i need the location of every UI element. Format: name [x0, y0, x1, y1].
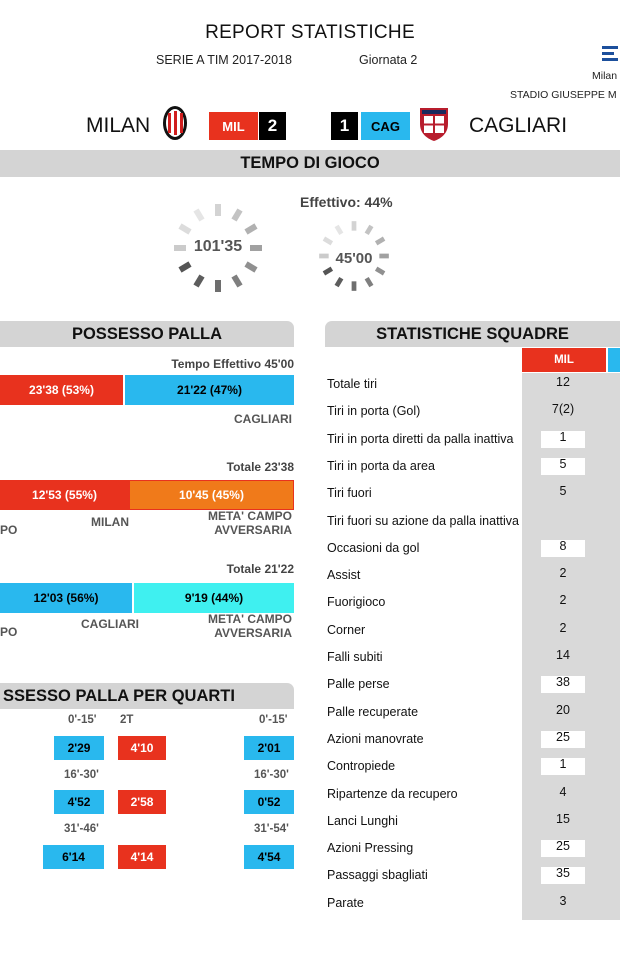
milan-own-half-segment: 12'53 (55%) [0, 480, 129, 510]
stat-row-mil-value: 8 [559, 539, 567, 553]
quarter-label-left: 31'-46' [64, 823, 99, 835]
stat-row-label: Passaggi sbagliati [327, 868, 428, 882]
quarter-blue-left: 4'52 [54, 790, 104, 814]
milan-opp-half-segment: 10'45 (45%) [129, 480, 294, 510]
away-code-badge: CAG [361, 112, 410, 140]
stat-row-label: Contropiede [327, 759, 396, 773]
opp-half-label-line2: AVVERSARIA [214, 626, 292, 640]
stat-row-label: Tiri fuori su azione da palla inattiva [327, 514, 519, 528]
home-score: 2 [259, 112, 286, 140]
stat-row-mil-value: 20 [556, 703, 570, 717]
quarter-label-right: 31'-54' [254, 823, 289, 835]
stat-row-mil-value: 1 [559, 430, 567, 444]
stat-row-mil-value: 2 [559, 566, 567, 580]
stats-label-column [325, 373, 521, 920]
stat-row-label: Parate [327, 896, 364, 910]
milan-own-half-label: PO [0, 523, 18, 537]
quarter-label-right: 16'-30' [254, 769, 289, 781]
city: Milan [592, 70, 618, 82]
quarter-blue-right: 2'01 [244, 736, 294, 760]
stat-row-label: Falli subiti [327, 650, 383, 664]
milan-half-split-bar [0, 480, 294, 510]
stat-row-mil-value: 35 [556, 866, 570, 880]
cagliari-opp-half-label [208, 612, 292, 640]
effective-time-value: 45'00 [335, 250, 373, 267]
stat-row-label: Tiri in porta da area [327, 459, 435, 473]
stat-row-label: Azioni manovrate [327, 732, 424, 746]
quarter-blue-left: 2'29 [54, 736, 104, 760]
total-time-value: 101'35 [193, 238, 243, 255]
stat-row-label: Azioni Pressing [327, 841, 414, 855]
stadium: STADIO GIUSEPPE M [510, 89, 617, 101]
quarter-label-right: 0'-15' [259, 714, 288, 726]
possession-effective-bar [0, 375, 294, 405]
stat-row-label: Palle perse [327, 677, 390, 691]
quarters-heading: SSESSO PALLA PER QUARTI [0, 683, 294, 709]
report-title: REPORT STATISTICHE [205, 22, 415, 43]
sponsor-logo-icon [600, 45, 620, 63]
cagliari-crest-icon [418, 104, 450, 142]
quarter-red-box: 4'14 [118, 845, 166, 869]
stat-row-label: Tiri in porta (Gol) [327, 404, 421, 418]
cag-column-header [608, 348, 620, 372]
stat-row-mil-value: 3 [559, 894, 567, 908]
opp-half-label-line1: META' CAMPO [208, 612, 292, 626]
milan-total-caption: Totale 23'38 [226, 460, 294, 474]
stat-row-label: Occasioni da gol [327, 541, 420, 555]
cagliari-own-half-segment: 12'03 (56%) [0, 583, 132, 613]
stat-row-mil-value: 15 [556, 812, 570, 826]
stat-row-label: Palle recuperate [327, 705, 419, 719]
home-code-badge: MIL [209, 112, 258, 140]
stat-row-mil-value: 25 [556, 730, 570, 744]
cagliari-team-label: CAGLIARI [81, 617, 139, 631]
playing-time-heading: TEMPO DI GIOCO [0, 150, 620, 177]
possession-cagliari-label: CAGLIARI [234, 412, 292, 426]
milan-opp-half-label [208, 509, 292, 537]
stat-row-mil-value: 7(2) [551, 402, 575, 416]
stat-row-label: Totale tiri [327, 377, 378, 391]
stat-row-mil-value: 2 [559, 593, 567, 607]
stat-row-label: Ripartenze da recupero [327, 787, 458, 801]
cagliari-opp-half-segment: 9'19 (44%) [132, 583, 294, 613]
quarter-blue-right: 0'52 [244, 790, 294, 814]
quarter-red-box: 2'58 [118, 790, 166, 814]
opp-half-label-line2: AVVERSARIA [214, 523, 292, 537]
stats-column-background [522, 373, 620, 920]
stat-row-label: Tiri fuori [327, 486, 372, 500]
stat-row-label: Lanci Lunghi [327, 814, 398, 828]
milan-crest-icon [162, 104, 188, 142]
cagliari-total-caption: Totale 21'22 [226, 562, 294, 576]
mil-column-header: MIL [522, 348, 606, 372]
quarter-red-box: 4'10 [118, 736, 166, 760]
milan-possession-segment: 23'38 (53%) [0, 375, 123, 405]
milan-team-label: MILAN [91, 515, 129, 529]
stat-row-label: Fuorigioco [327, 595, 386, 609]
second-half-label: 2T [120, 714, 134, 726]
cagliari-half-split-bar [0, 583, 294, 613]
home-team-name: MILAN [86, 114, 151, 137]
stat-row-mil-value: 1 [559, 757, 567, 771]
matchday: Giornata 2 [359, 53, 418, 67]
quarter-blue-left: 6'14 [43, 845, 104, 869]
stat-row-label: Tiri in porta diretti da palla inattiva [327, 432, 514, 446]
quarter-label-left: 0'-15' [68, 714, 97, 726]
possession-heading: POSSESSO PALLA [0, 321, 294, 347]
competition: SERIE A TIM 2017-2018 [156, 53, 292, 67]
stat-row-label: Assist [327, 568, 361, 582]
opp-half-label-line1: META' CAMPO [208, 509, 292, 523]
away-score: 1 [331, 112, 358, 140]
cagliari-possession-segment: 21'22 (47%) [123, 375, 294, 405]
effective-percentage: Effettivo: 44% [300, 194, 393, 210]
stat-row-mil-value: 5 [559, 484, 567, 498]
stat-row-mil-value: 12 [556, 375, 570, 389]
quarter-blue-right: 4'54 [244, 845, 294, 869]
away-team-name: CAGLIARI [469, 114, 568, 137]
stat-row-label: Corner [327, 623, 366, 637]
quarter-label-left: 16'-30' [64, 769, 99, 781]
possession-effective-caption: Tempo Effettivo 45'00 [171, 357, 294, 371]
cagliari-own-half-label: PO [0, 625, 18, 639]
stat-row-mil-value: 2 [559, 621, 567, 635]
stat-row-mil-value: 38 [556, 675, 570, 689]
stat-row-mil-value: 14 [556, 648, 570, 662]
stat-row-mil-value: 5 [559, 457, 567, 471]
stat-row-mil-value: 25 [556, 839, 570, 853]
team-stats-heading: STATISTICHE SQUADRE [325, 321, 620, 347]
stat-row-mil-value: 4 [559, 785, 567, 799]
